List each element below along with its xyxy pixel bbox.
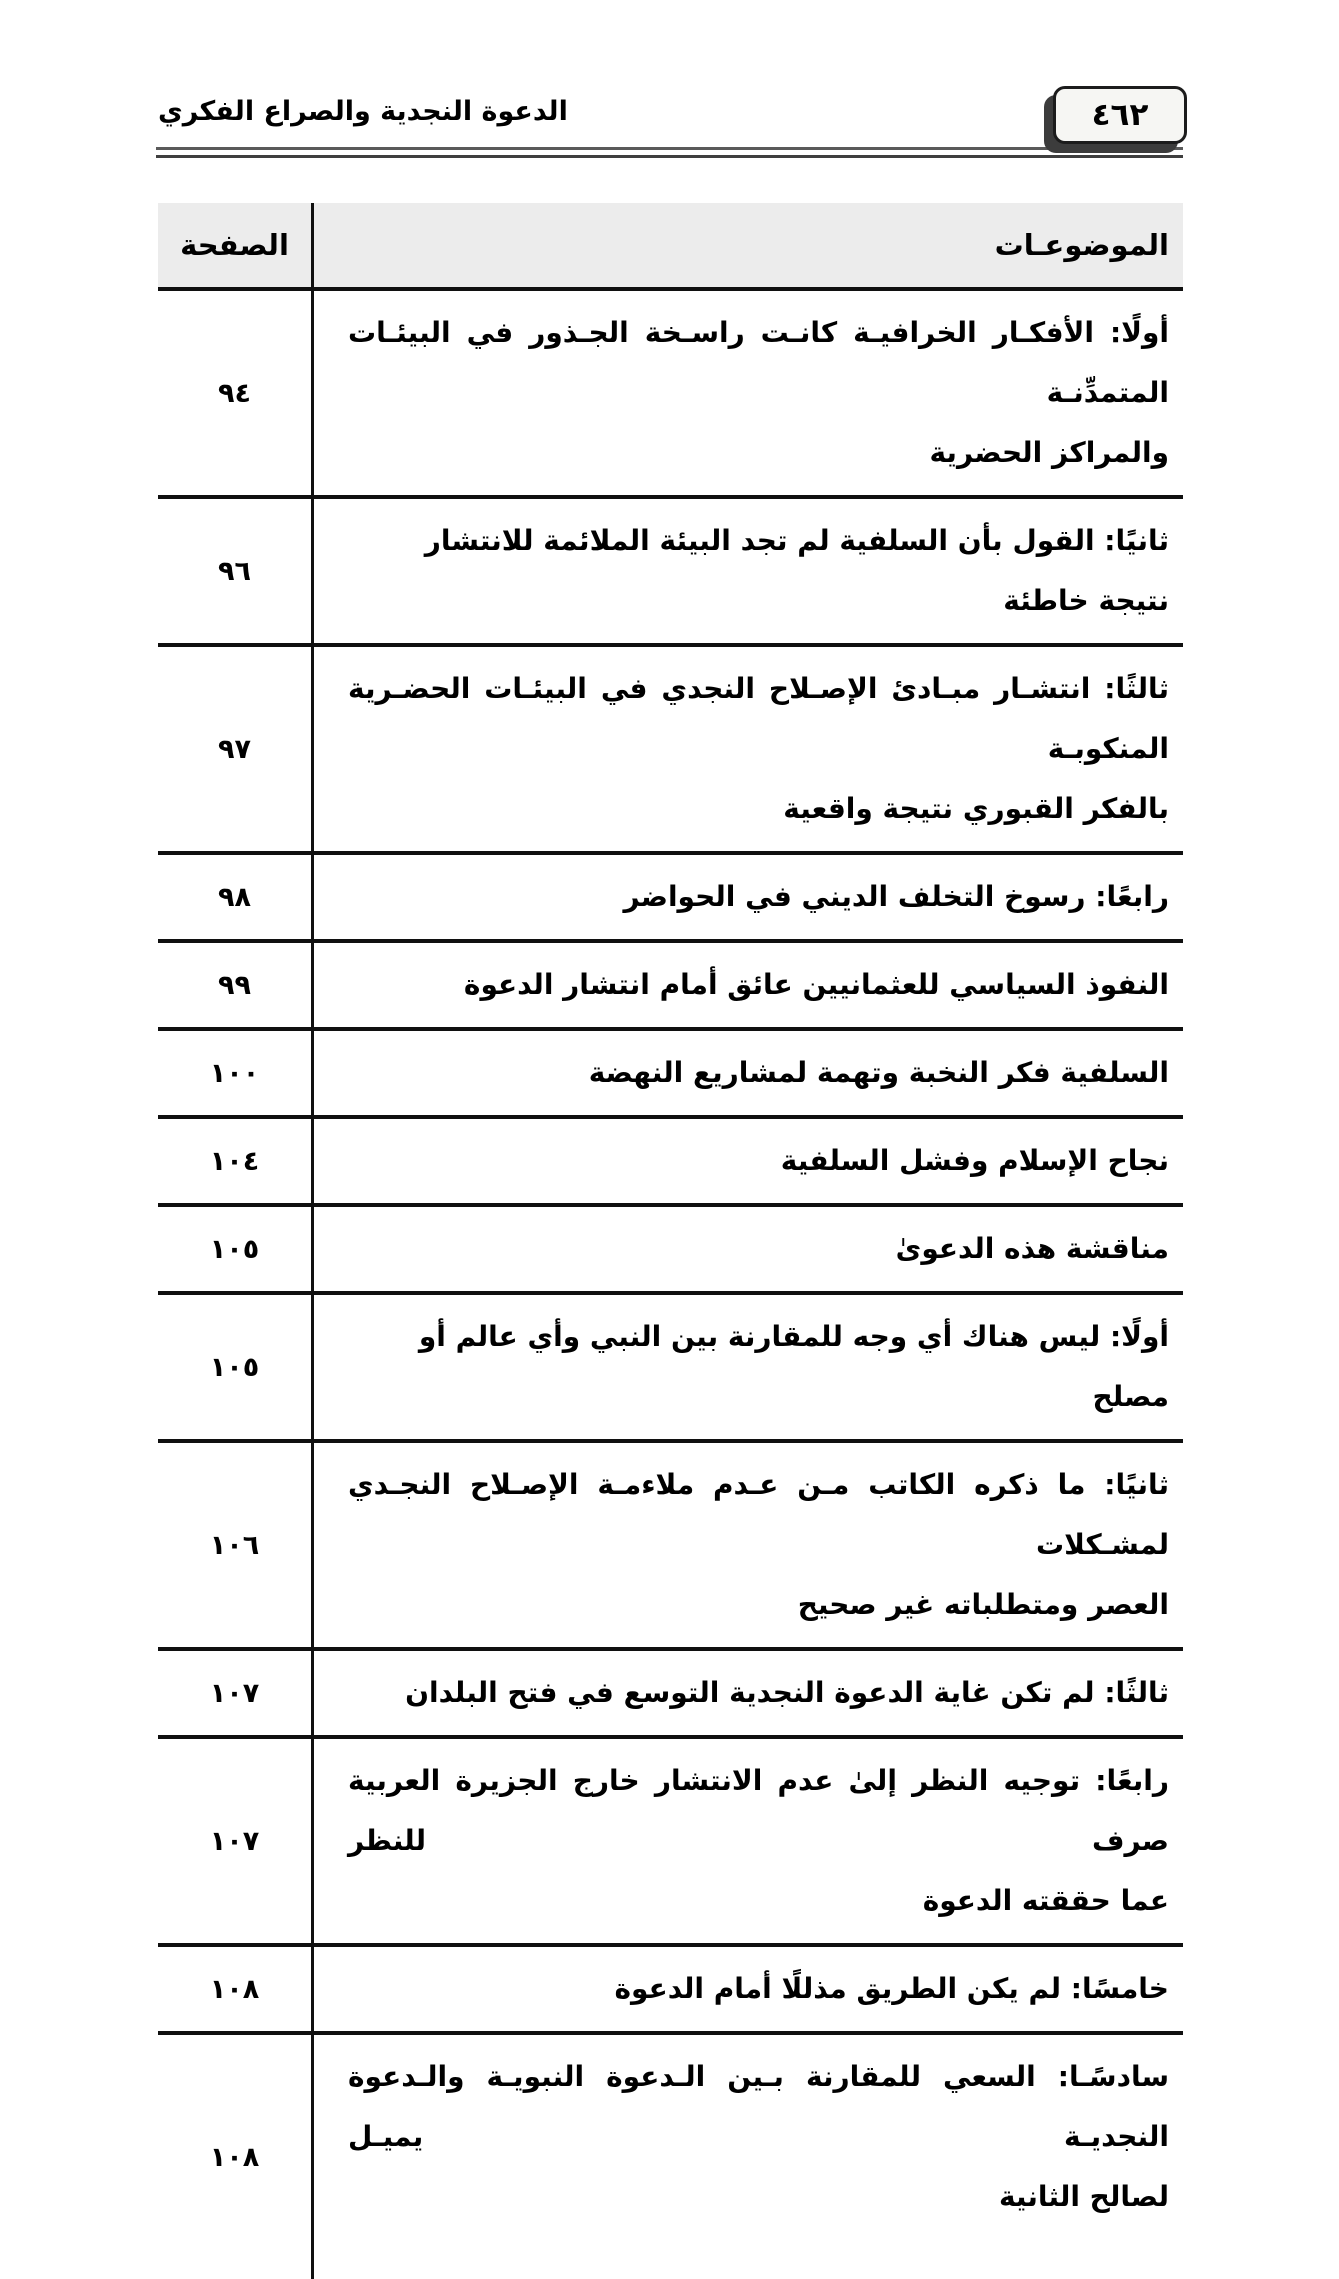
page-cell: ٩٧ bbox=[218, 733, 251, 765]
toc-row bbox=[158, 647, 1183, 855]
page-column-header: الصفحة bbox=[180, 228, 289, 262]
page-cell: ١٠٦ bbox=[209, 1529, 260, 1561]
toc-rows bbox=[158, 291, 1183, 2279]
topic-cell bbox=[311, 1031, 1183, 1115]
page-cell: ٩٩ bbox=[218, 969, 251, 1001]
page-cell: ٩٤ bbox=[218, 377, 251, 409]
header-divider bbox=[156, 147, 1183, 158]
topic-line: بالفكر القبوري نتيجة واقعية bbox=[783, 792, 1169, 825]
page-cell: ١٠٤ bbox=[209, 1145, 260, 1177]
toc-table bbox=[158, 203, 1183, 2279]
page-cell: ٩٦ bbox=[218, 555, 251, 587]
toc-row bbox=[158, 499, 1183, 647]
toc-row bbox=[158, 1651, 1183, 1739]
topic-line: عما حققته الدعوة bbox=[922, 1884, 1169, 1917]
toc-row bbox=[158, 1119, 1183, 1207]
topic-cell bbox=[311, 855, 1183, 939]
topic-line: مناقشة هذه الدعوىٰ bbox=[895, 1232, 1169, 1265]
topic-cell bbox=[311, 1651, 1183, 1735]
page-cell: ١٠٧ bbox=[209, 1825, 260, 1857]
toc-row bbox=[158, 291, 1183, 499]
topic-line: خامسًا: لم يكن الطريق مذللًا أمام الدعوة bbox=[614, 1972, 1169, 2005]
toc-row bbox=[158, 1031, 1183, 1119]
toc-row bbox=[158, 2035, 1183, 2279]
page-number-badge bbox=[1053, 86, 1187, 144]
topic-cell bbox=[311, 647, 1183, 851]
page-number: ٤٦٢ bbox=[1091, 97, 1149, 133]
page-title: الدعوة النجدية والصراع الفكري bbox=[158, 96, 568, 127]
page-cell: ١٠٥ bbox=[209, 1233, 260, 1265]
toc-header-row bbox=[158, 203, 1183, 291]
page-cell: ١٠٨ bbox=[209, 1973, 260, 2005]
topic-cell bbox=[311, 1739, 1183, 1943]
page-cell: ١٠٥ bbox=[209, 1351, 260, 1383]
page-cell: ١٠٨ bbox=[209, 2141, 260, 2173]
topic-cell bbox=[311, 1443, 1183, 1647]
page-cell: ١٠٧ bbox=[209, 1677, 260, 1709]
topic-line: سادسًـا: السعي للمقارنة بـين الـدعوة النبويـة والـدعوة النجديـة يميـل bbox=[348, 2060, 1169, 2153]
toc-row bbox=[158, 855, 1183, 943]
topics-column-header bbox=[311, 203, 1183, 287]
toc-row bbox=[158, 1947, 1183, 2035]
topic-line: ثانيًا: ما ذكره الكاتب مـن عـدم ملاءمـة الإصـلاح النجـدي لمشـكلات bbox=[348, 1468, 1169, 1561]
topic-line: رابعًا: توجيه النظر إلىٰ عدم الانتشار خارج الجزيرة العربية صرف للنظر bbox=[348, 1764, 1169, 1857]
page-cell: ١٠٠ bbox=[209, 1057, 260, 1089]
topic-cell bbox=[311, 1295, 1183, 1439]
topic-cell bbox=[311, 1119, 1183, 1203]
page-cell: ٩٨ bbox=[218, 881, 251, 913]
topic-line: ثالثًا: لم تكن غاية الدعوة النجدية التوسع في فتح البلدان bbox=[405, 1676, 1169, 1709]
topic-cell bbox=[311, 943, 1183, 1027]
topic-line: أولًا: الأفكـار الخرافيـة كانـت راسـخة الجـذور في البيئـات المتمدِّنـة bbox=[348, 316, 1169, 409]
topic-line: العصر ومتطلباته غير صحيح bbox=[797, 1588, 1169, 1621]
toc-row bbox=[158, 1443, 1183, 1651]
topic-line: السلفية فكر النخبة وتهمة لمشاريع النهضة bbox=[588, 1056, 1169, 1089]
topic-line: والمراكز الحضرية bbox=[929, 436, 1169, 469]
topic-cell bbox=[311, 2035, 1183, 2279]
toc-row bbox=[158, 1207, 1183, 1295]
topic-cell bbox=[311, 1947, 1183, 2031]
toc-row bbox=[158, 1295, 1183, 1443]
topics-column-header-label: الموضوعـات bbox=[994, 228, 1169, 262]
toc-row bbox=[158, 943, 1183, 1031]
topic-line: لصالح الثانية bbox=[998, 2180, 1169, 2213]
topic-cell bbox=[311, 291, 1183, 495]
topic-cell bbox=[311, 1207, 1183, 1291]
topic-line: أولًا: ليس هناك أي وجه للمقارنة بين النبي وأي عالم أو مصلح bbox=[418, 1320, 1169, 1413]
topic-cell bbox=[311, 499, 1183, 643]
toc-row bbox=[158, 1739, 1183, 1947]
topic-line: نجاح الإسلام وفشل السلفية bbox=[780, 1144, 1169, 1177]
topic-line: رابعًا: رسوخ التخلف الديني في الحواضر bbox=[623, 880, 1169, 913]
topic-line: ثانيًا: القول بأن السلفية لم تجد البيئة الملائمة للانتشار نتيجة خاطئة bbox=[424, 524, 1169, 617]
topic-line: النفوذ السياسي للعثمانيين عائق أمام انتشار الدعوة bbox=[463, 968, 1169, 1001]
topic-line: ثالثًا: انتشـار مبـادئ الإصـلاح النجدي في البيئـات الحضـرية المنكوبـة bbox=[348, 672, 1169, 765]
